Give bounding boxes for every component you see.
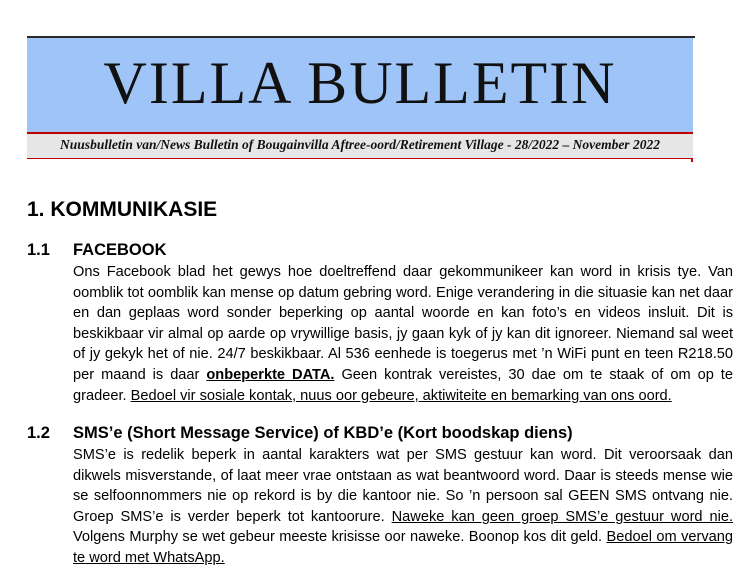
subsection-title: SMS’e (Short Message Service) of KBD’e (Kort boodskap diens) [73,424,573,442]
subtitle-bar [27,132,693,159]
masthead-banner [27,36,693,134]
subtitle-rule-tick [691,158,693,162]
masthead-subtitle: Nuusbulletin van/News Bulletin of Bougainvilla Aftree-oord/Retirement Village - 28/2022 – November 2022 [60,137,660,152]
paragraph-text: Volgens Murphy se wet gebeur meeste krisisse oor naweke. Boonop kos dit geld. [73,529,603,546]
masthead-corner-rule [685,36,695,38]
subsection-title: FACEBOOK [73,241,167,259]
masthead-title: VILLA BULLETIN [103,50,617,116]
paragraph-text: Ons Facebook blad het gewys hoe doeltreffend daar gekommunikeer kan word in krisis tye. Van oomblik tot oomblik kan mense op datum gebring word. Enige verandering in die situasie kan net daar en dan geplaas word sonder beperking op aantal woorde en kan foto’s en videos insluit. Dit is beskikbaar vir almal op aarde op vrywillige basis, jy gaan kyk of jy kan dit ignoreer. Niemand sal weet of jy gekyk het of nie. 24/7 beskikbaar. Al 536 eenhede is toegerus met ’n WiFi punt en teen R218.50 per maand is daar [73,264,733,383]
facebook-paragraph [73,262,733,406]
section-heading: 1. KOMMUNIKASIE [27,198,218,221]
underlined-weekend-text: Naweke kan geen groep SMS’e gestuur word nie. [391,508,734,525]
underlined-purpose-text: Bedoel om vervang te word met WhatsApp. [73,529,734,566]
paragraph-text: SMS’e is redelik beperk in aantal karakters wat per SMS gestuur kan word. Dit veroorsaak dan dikwels misverstande, of laat meer vrae ontstaan as wat beantwoord word. Daar is steeds mense wie se selfoonnommers nie op rekord is by die kantoor nie. So ’n persoon sal GEEN SMS ontvang nie. Groep SMS’e is verder beperk tot kantoorure. [73,447,733,525]
subsection-heading-facebook [27,241,167,260]
sms-paragraph [73,445,733,569]
subsection-number: 1.1 [27,241,50,259]
paragraph-text: Geen kontrak vereistes, 30 dae om te staak of om op te gradeer. [73,366,733,404]
unlimited-data-emphasis: onbeperkte DATA. [206,366,335,383]
underlined-purpose-text: Bedoel vir sosiale kontak, nuus oor gebeure, aktiwiteite en bemarking van ons oord. [130,387,672,404]
subsection-heading-sms [27,424,573,443]
subsection-number: 1.2 [27,424,50,442]
